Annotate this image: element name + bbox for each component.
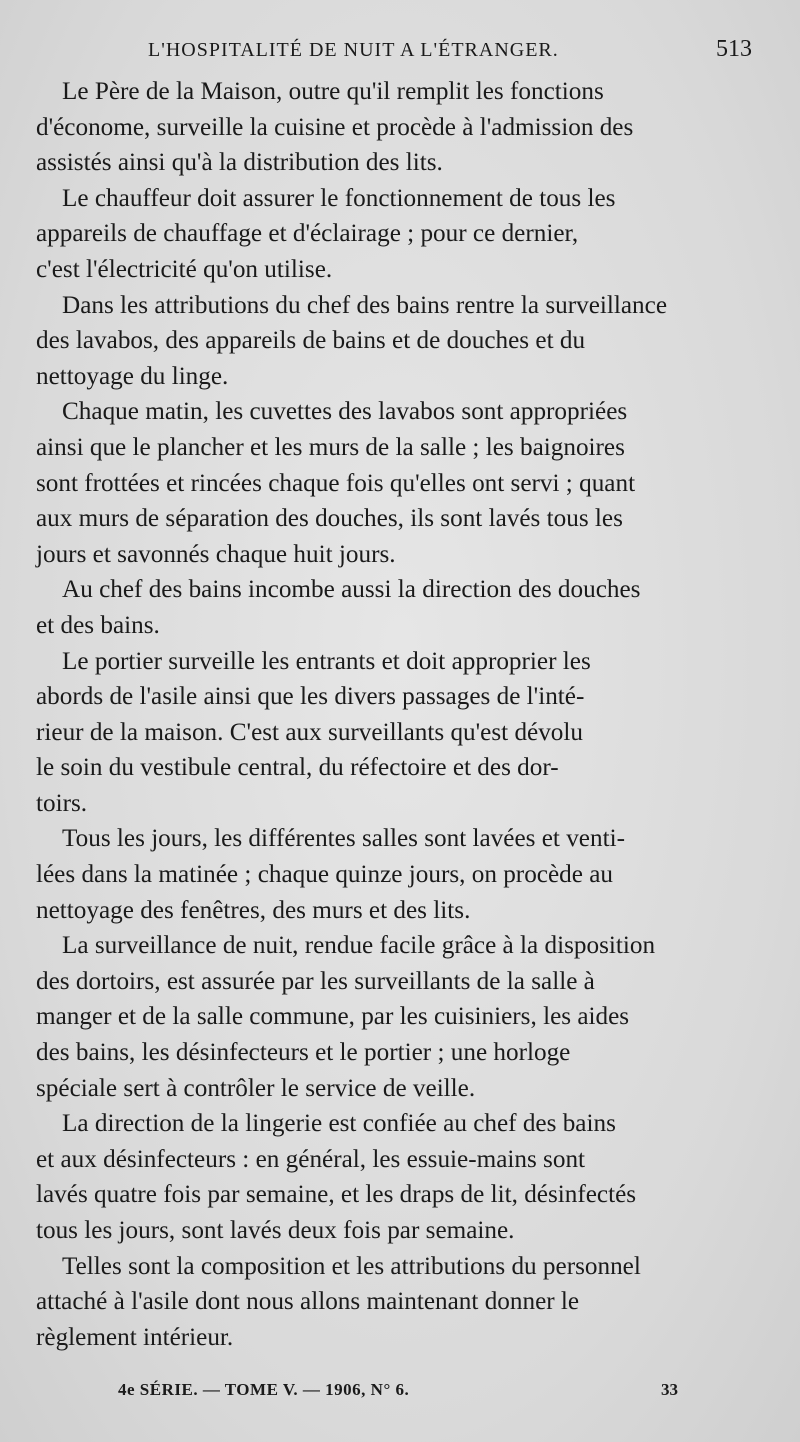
paragraph: La direction de la lingerie est confiée au chef des bains et aux désinfecteurs : en général, les essuie-mains sont lavés quatre fois par semaine, et les draps de lit, désinfectés tous les jours, sont lavés deux fois par semaine. xyxy=(36,1110,637,1244)
paragraph: Au chef des bains incombe aussi la direction des douches et des bains. xyxy=(36,576,641,639)
series-reference: 4e SÉRIE. — TOME V. — 1906, N° 6. xyxy=(118,1380,410,1399)
paragraph: Tous les jours, les différentes salles sont lavées et venti- lées dans la matinée ; chaque quinze jours, on procède au nettoyage des fenêtres, des murs et des lits. xyxy=(36,825,625,924)
paragraph: Le portier surveille les entrants et doit approprier les abords de l'asile ainsi que les divers passages de l'inté- rieur de la maison. C'est aux surveillants qu'est dévolu le soin du vestibule central, du réfectoire et des dor- toirs. xyxy=(36,647,591,817)
signature-mark: 33 xyxy=(661,1380,678,1399)
paragraph: Le chauffeur doit assurer le fonctionnement de tous les appareils de chauffage et d'éclairage ; pour ce dernier, c'est l'électricité qu'on utilise. xyxy=(36,184,616,283)
running-title: L'HOSPITALITÉ DE NUIT A L'ÉTRANGER. xyxy=(148,39,559,61)
page-header xyxy=(148,36,752,63)
paragraph: Dans les attributions du chef des bains rentre la surveillance des lavabos, des appareils de bains et de douches et du nettoyage du linge. xyxy=(36,291,668,390)
body-text xyxy=(36,74,766,1355)
page-footer xyxy=(118,1380,678,1400)
paragraph: Chaque matin, les cuvettes des lavabos sont appropriées ainsi que le plancher et les murs de la salle ; les baignoires sont frottées et rincées chaque fois qu'elles ont servi ; quant aux murs de séparation des douches, ils sont lavés tous les jours et savonnés chaque huit jours. xyxy=(36,398,636,568)
paragraph: La surveillance de nuit, rendue facile grâce à la disposition des dortoirs, est assurée par les surveillants de la salle à manger et de la salle commune, par les cuisiniers, les aides des bains, les désinfecteurs et le portier ; une horloge spéciale sert à contrôler le service de veille. xyxy=(36,932,656,1102)
page-number: 513 xyxy=(716,36,752,62)
paragraph: Telles sont la composition et les attributions du personnel attaché à l'asile dont nous allons maintenant donner le règlement intérieur. xyxy=(36,1252,641,1351)
paragraph: Le Père de la Maison, outre qu'il remplit les fonctions d'économe, surveille la cuisine et procède à l'admission des assistés ainsi qu'à la distribution des lits. xyxy=(36,78,634,177)
